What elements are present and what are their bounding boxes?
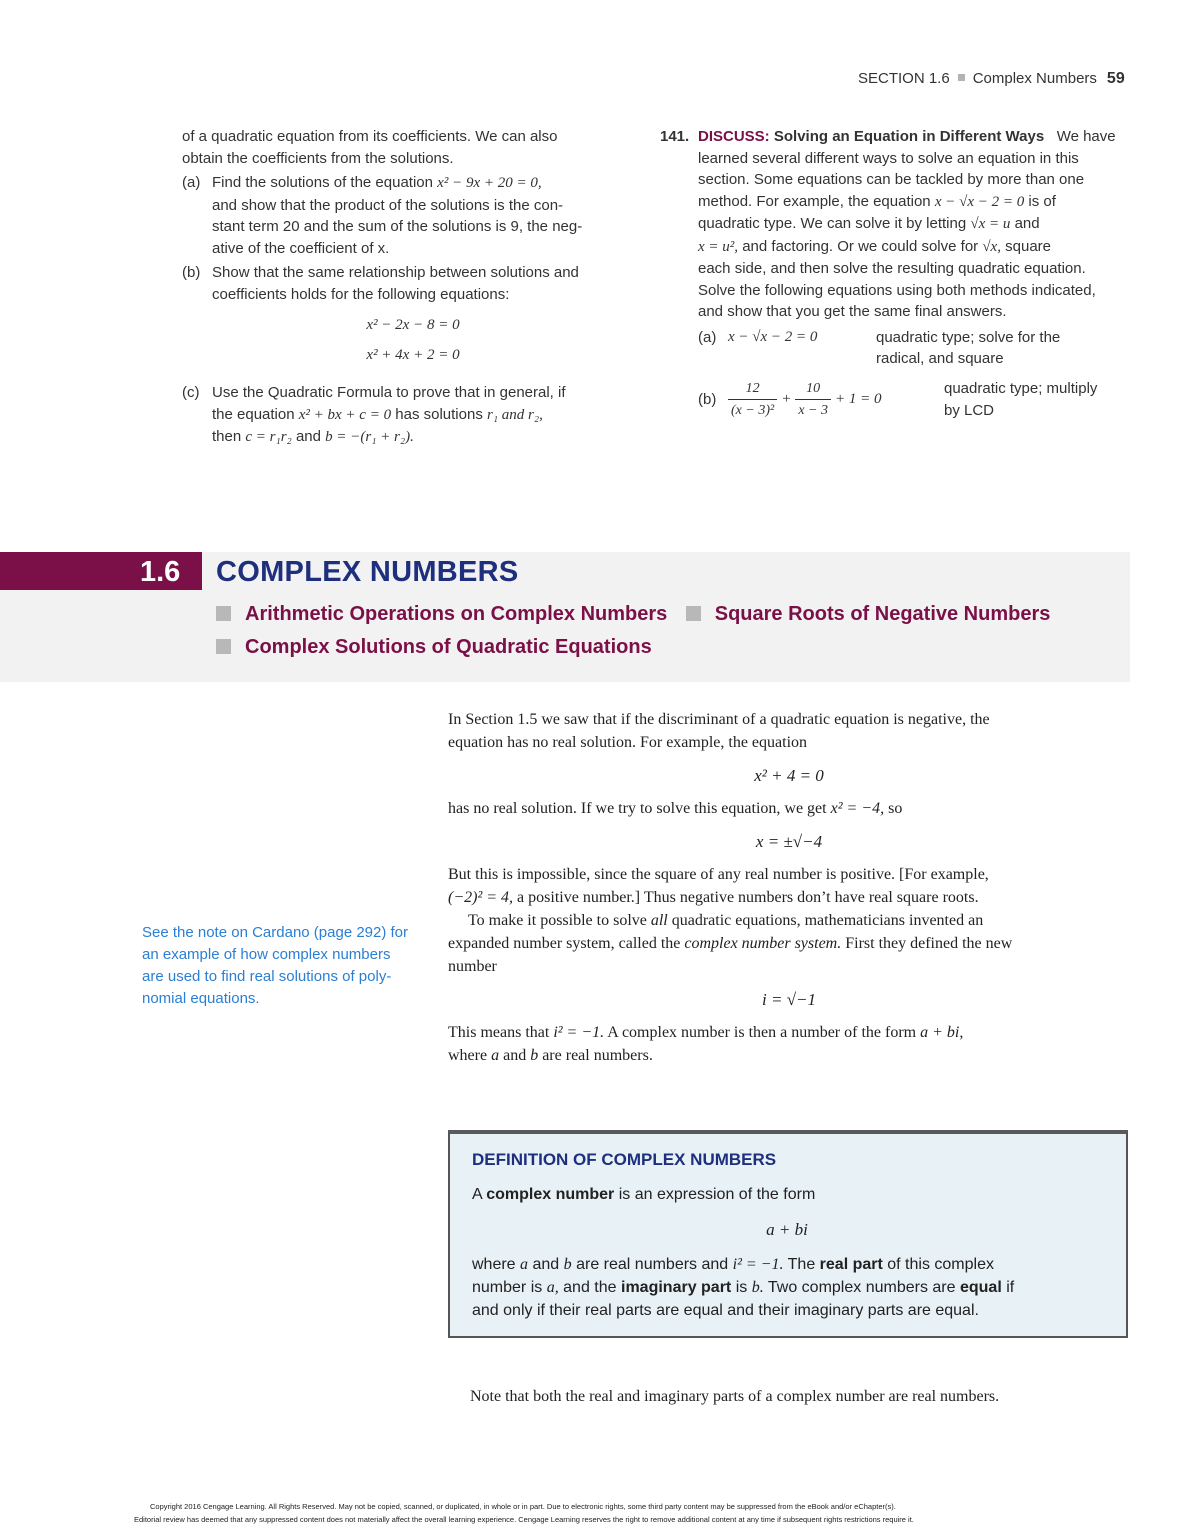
part-text: Show that the same relationship between solutions and [212,264,579,281]
section-number: 1.6 [140,556,181,588]
inline-equation: x² = −4, [830,800,885,817]
exercise-title: Solving an Equation in Different Ways [773,128,1045,145]
section-title: COMPLEX NUMBERS [216,556,519,588]
body-text: expanded number system, called the [448,935,681,952]
variable: b. [751,1279,764,1296]
body-text: where [448,1047,488,1064]
fraction-numerator: 12 [728,378,777,401]
topic-link[interactable]: Square Roots of Negative Numbers [714,603,1051,625]
variable: b [563,1256,572,1273]
part-label: (a) [182,174,201,191]
body-text: so [888,800,903,817]
topic-link[interactable]: Complex Solutions of Quadratic Equations [245,636,652,658]
equation: x − √x − 2 = 0 [728,328,818,345]
inline-equation: i² = −1. [732,1256,784,1273]
body-text: equation has no real solution. For example, the equation [448,734,808,751]
exercise-text: is of [1028,192,1056,210]
exercise-text: method. For example, the equation [698,192,931,210]
definition-text: Two complex numbers are [767,1279,956,1296]
exercise-text: section. Some equations can be tackled by more than one [698,171,1085,188]
exercise-140-intro-line: obtain the coefficients from the solutions. [182,149,454,167]
square-bullet-icon [958,74,965,81]
header-title: Complex Numbers [972,70,1097,87]
running-header [858,70,1125,88]
main-body [448,708,1130,1067]
definition-text: where [472,1256,516,1273]
body-text: has no real solution. If we try to solve this equation, we get [448,800,827,817]
definition-text: of this complex [887,1256,994,1273]
equation: x² − 2x − 8 = 0 [366,317,460,333]
exercise-140-part-a [182,172,614,259]
body-text: This means that [448,1024,550,1041]
equation: x = u², [698,238,739,255]
fraction-numerator: 10 [795,378,831,401]
section-topics-row [216,636,652,659]
definition-term: real part [819,1256,883,1273]
exercise-text: Solve the following equations using both methods indicated, [698,281,1096,299]
body-text: and [503,1047,527,1064]
definition-text: is [735,1279,748,1296]
closing-note: Note that both the real and imaginary parts of a complex number are real numbers. [470,1388,1000,1405]
fraction-denominator: x − 3 [798,403,828,418]
part-text: Find the solutions of the equation [212,174,433,191]
part-text: has solutions [395,405,483,423]
equation: c = r₁r₂ [245,429,292,445]
definition-heading: DEFINITION OF COMPLEX NUMBERS [472,1150,777,1169]
definition-text: and [532,1256,560,1273]
part-note: quadratic type; solve for the [876,328,1061,346]
body-text: a positive number.] Thus negative numbers don’t have real square roots. [517,889,979,906]
square-bullet-icon [686,606,701,621]
definition-text: are real numbers and [576,1256,729,1273]
definition-term: complex number [486,1186,615,1203]
body-text: But this is impossible, since the square of any real number is positive. [For example, [448,866,989,883]
body-text: number [448,958,497,975]
exercise-text: We have [1056,128,1116,145]
discuss-tag: DISCUSS: [698,128,770,145]
definition-text: is an expression of the form [618,1186,816,1203]
body-text: quadratic equations, mathematicians invented an [671,912,984,929]
display-equation: x = ±√−4 [755,832,823,851]
exercise-text: and [1014,215,1040,232]
exercise-text: learned several different ways to solve an equation in this [698,149,1079,167]
part-text: and show that the product of the solutions is the con- [212,196,564,214]
margin-note [142,922,427,1010]
equation: √x = u [970,216,1011,232]
body-text: In Section 1.5 we saw that if the discriminant of a quadratic equation is negative, the [448,711,990,728]
equation: √x, [982,238,1001,255]
exercise-text: square [1005,237,1052,255]
part-label: (b) [698,390,717,408]
part-text: coefficients holds for the following equations: [212,285,510,303]
copyright-line: Copyright 2016 Cengage Learning. All Rights Reserved. May not be copied, scanned, or duplicated, in whole or in part. Due to electronic rights, some third party content may be suppressed from the eBook and/or eChapter(s). [150,1502,896,1511]
exercise-141-part-a [698,327,1130,370]
operator: + [781,390,792,407]
exercise-140-intro-line: of a quadratic equation from its coefficients. We can also [182,128,558,145]
equation: x² + 4x + 2 = 0 [366,346,460,363]
display-equation: x² + 4 = 0 [754,766,824,785]
body-text: A complex number is then a number of the form [607,1024,917,1041]
exercise-141-column [660,126,1130,422]
emphasis-text: all [650,912,668,929]
definition-text: if [1006,1279,1015,1296]
part-label: (a) [698,328,717,346]
fraction-denominator: (x − 3)² [731,403,775,418]
definition-text: and only if their real parts are equal and their imaginary parts are equal. [472,1302,979,1319]
body-text: First they defined the new [845,935,1013,952]
part-text: ative of the coefficient of x. [212,239,390,257]
part-note: radical, and square [876,350,1004,367]
equation: x − √x − 2 = 0 [934,193,1025,210]
equation: x² + bx + c = 0 [298,406,392,423]
exercise-141 [660,126,1130,422]
equation [728,378,944,422]
part-text: Use the Quadratic Formula to prove that in general, if [212,384,566,401]
section-topics-row [216,603,1050,626]
variable: a [491,1047,500,1064]
definition-text: The [787,1256,816,1273]
part-text: then [212,428,242,445]
exercise-140-part-c [182,382,614,449]
operator: + 1 = 0 [834,390,882,407]
definition-text: and the [563,1279,617,1296]
margin-note-line: See the note on Cardano (page 292) for [142,924,409,941]
copyright-line: Editorial review has deemed that any suppressed content does not materially affect the overall learning experience. Cengage Learning reserves the right to remove additional content at any time if subsequent rights restrictions require it. [134,1515,914,1524]
square-bullet-icon [216,606,231,621]
inline-equation: i² = −1. [553,1024,605,1041]
definition-content [472,1148,1102,1322]
part-text: stant term 20 and the sum of the solutions is 9, the neg- [212,218,583,235]
exercise-number: 141. [660,128,690,145]
margin-note-line: are used to find real solutions of poly- [142,968,392,985]
equation: x² − 9x + 20 = 0, [437,175,542,191]
margin-note-line: nomial equations. [142,990,260,1007]
exercise-140-column [182,126,614,449]
part-label: (c) [182,384,200,401]
topic-link[interactable]: Arithmetic Operations on Complex Numbers [245,603,668,625]
exercise-text: and factoring. Or we could solve for [742,237,979,255]
margin-note-line: an example of how complex numbers [142,946,391,963]
part-note: by LCD [944,401,995,419]
part-note: quadratic type; multiply [944,380,1098,397]
variable: a [520,1256,529,1273]
exercise-141-part-b [698,378,1130,422]
display-equation: i = √−1 [762,990,816,1009]
exercise-text: each side, and then solve the resulting quadratic equation. [698,260,1086,277]
exercise-text: quadratic type. We can solve it by letting [698,215,967,232]
equation: r₁ and r₂, [487,406,543,423]
page-number: 59 [1106,70,1125,87]
equation: b = −(r₁ + r₂). [325,429,414,445]
body-text: To make it possible to solve [468,912,647,929]
definition-term: equal [959,1279,1002,1296]
definition-term: imaginary part [621,1279,732,1296]
fraction [795,378,831,422]
body-text: are real numbers. [542,1047,653,1064]
emphasis-text: complex number system. [684,935,842,952]
variable: a, [546,1279,559,1296]
part-text: and [295,428,321,445]
exercise-140-part-b [182,262,614,374]
header-section: SECTION 1.6 [858,70,950,87]
part-text: the equation [212,405,295,423]
variable: b [530,1047,539,1064]
display-equation: a + bi [766,1220,808,1239]
exercise-text: and show that you get the same final answers. [698,303,1007,320]
definition-text: A [472,1186,482,1203]
inline-equation: a + bi, [920,1024,964,1041]
square-bullet-icon [216,639,231,654]
fraction [728,378,777,422]
inline-equation: (−2)² = 4, [448,889,514,906]
part-label: (b) [182,264,201,281]
definition-text: number is [472,1279,543,1296]
